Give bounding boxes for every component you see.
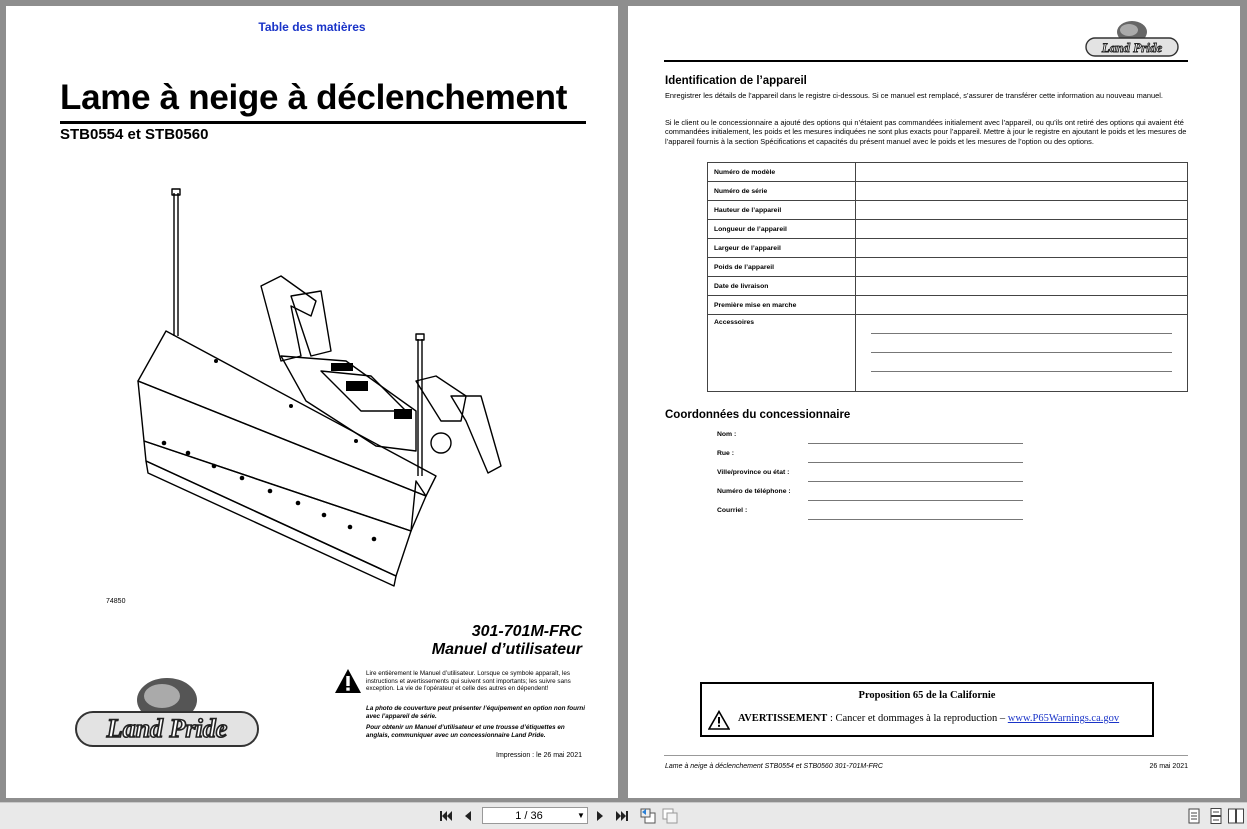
last-page-icon[interactable]	[612, 807, 632, 825]
accessories-line	[871, 333, 1172, 334]
row-value[interactable]	[856, 163, 1188, 182]
manual-code: 301-701M-FRC	[471, 623, 582, 640]
dealer-field-street: Rue :	[717, 450, 734, 457]
figure-number: 74850	[106, 598, 126, 605]
row-value[interactable]	[856, 239, 1188, 258]
row-value[interactable]	[856, 258, 1188, 277]
safety-alert-icon	[334, 668, 362, 694]
row-label: Longueur de l’appareil	[708, 220, 856, 239]
row-label: Numéro de série	[708, 182, 856, 201]
identification-title: Identification de l’appareil	[665, 75, 807, 87]
snow-blade-illustration	[116, 181, 516, 601]
table-row	[708, 296, 1188, 315]
prop65-warning-box	[700, 682, 1154, 737]
row-value[interactable]	[856, 220, 1188, 239]
accessories-line	[871, 371, 1172, 372]
prop65-label: AVERTISSEMENT	[738, 713, 828, 724]
land-pride-logo	[72, 672, 262, 752]
equipment-register-table	[707, 162, 1188, 392]
next-page-icon[interactable]	[590, 807, 610, 825]
table-of-contents-link[interactable]: Table des matières	[258, 20, 366, 34]
prop65-title: Proposition 65 de la Californie	[858, 690, 996, 701]
model-subtitle: STB0554 et STB0560	[60, 126, 209, 143]
cover-photo-note: La photo de couverture peut présenter l’équipement en option non fourni avec l’appareil de série.	[366, 705, 586, 720]
identification-options-note: Si le client ou le concessionnaire a ajouté des options qui n’étaient pas commandées initialement avec l’appareil, ou qu’ils ont retiré des options qui avaient été commandées initialement, les poids et les mesures indiquées ne sont plus exacts pour l’appareil. Mettre à jour le registre en ajoutant le poids et les mesures de l’appareil fournis à la section Spécifications et capacités du présent manuel avec le poids et les mesures de l’option ou des options.	[665, 118, 1187, 146]
prop65-text	[738, 713, 1119, 724]
row-label: Numéro de modèle	[708, 163, 856, 182]
land-pride-logo	[1084, 18, 1180, 60]
footer-rule	[664, 755, 1188, 756]
title-rule	[60, 121, 586, 124]
dealer-field-line[interactable]	[808, 462, 1023, 463]
page-number-select[interactable]	[482, 807, 588, 824]
row-value[interactable]	[856, 277, 1188, 296]
dealer-field-line[interactable]	[808, 500, 1023, 501]
table-row	[708, 258, 1188, 277]
page-indicator: 1 / 36	[515, 809, 543, 822]
back-view-icon[interactable]	[638, 807, 658, 825]
dealer-field-name: Nom :	[717, 431, 737, 438]
table-row	[708, 163, 1188, 182]
previous-page-icon[interactable]	[458, 807, 478, 825]
table-row	[708, 277, 1188, 296]
identification-intro: Enregistrer les détails de l’appareil dans le registre ci-dessous. Si ce manuel est remplacé, s’assurer de transférer cette information au nouveau manuel.	[665, 91, 1163, 100]
row-label: Première mise en marche	[708, 296, 856, 315]
row-label: Poids de l’appareil	[708, 258, 856, 277]
footer-title: Lame à neige à déclenchement STB0554 et STB0560 301-701M-FRC	[665, 763, 883, 770]
row-value[interactable]	[856, 201, 1188, 220]
safety-warning-text: Lire entièrement le Manuel d’utilisateur. Lorsque ce symbole apparaît, les instructions et avertissements qui suivent sont importants; les suivre sans exception. La vie de l’opérateur et celle des autres en dépendent!	[366, 670, 571, 693]
row-label: Largeur de l’appareil	[708, 239, 856, 258]
manual-name: Manuel d’utilisateur	[431, 641, 582, 658]
warning-triangle-icon	[708, 710, 730, 730]
dealer-field-city: Ville/province ou état :	[717, 469, 790, 476]
accessories-label: Accessoires	[708, 315, 856, 392]
first-page-icon[interactable]	[436, 807, 456, 825]
continuous-page-icon[interactable]	[1206, 807, 1226, 825]
print-date: Impression : le 26 mai 2021	[496, 752, 582, 759]
row-value[interactable]	[856, 182, 1188, 201]
dealer-field-line[interactable]	[808, 481, 1023, 482]
table-row	[708, 315, 1188, 392]
cover-page	[6, 6, 618, 798]
page-title: Lame à neige à déclenchement	[60, 78, 568, 117]
row-label: Hauteur de l’appareil	[708, 201, 856, 220]
single-page-icon[interactable]	[1184, 807, 1204, 825]
english-kit-note: Pour obtenir un Manuel d’utilisateur et une trousse d’étiquettes en anglais, communiquer avec un concessionnaire Land Pride.	[366, 724, 565, 739]
dealer-title: Coordonnées du concessionnaire	[665, 409, 851, 421]
dealer-field-line[interactable]	[808, 519, 1023, 520]
table-row	[708, 182, 1188, 201]
table-row	[708, 220, 1188, 239]
accessories-line	[871, 352, 1172, 353]
dealer-field-phone: Numéro de téléphone :	[717, 488, 791, 495]
row-value[interactable]	[856, 296, 1188, 315]
table-row	[708, 201, 1188, 220]
header-rule	[664, 60, 1188, 62]
row-label: Date de livraison	[708, 277, 856, 296]
chevron-down-icon: ▼	[577, 811, 585, 820]
prop65-message: : Cancer et dommages à la reproduction –	[827, 713, 1008, 724]
svg-text:Land Pride: Land Pride	[106, 714, 228, 743]
dealer-field-email: Courriel :	[717, 507, 748, 514]
viewer-toolbar	[0, 802, 1247, 829]
accessories-value[interactable]	[856, 315, 1188, 392]
prop65-link[interactable]: www.P65Warnings.ca.gov	[1007, 713, 1120, 724]
forward-view-icon[interactable]	[660, 807, 680, 825]
footer-date: 26 mai 2021	[1149, 763, 1188, 770]
svg-text:Land Pride: Land Pride	[1101, 40, 1163, 55]
table-row	[708, 239, 1188, 258]
identification-page	[628, 6, 1240, 798]
dealer-field-line[interactable]	[808, 443, 1023, 444]
facing-pages-icon[interactable]	[1226, 807, 1246, 825]
